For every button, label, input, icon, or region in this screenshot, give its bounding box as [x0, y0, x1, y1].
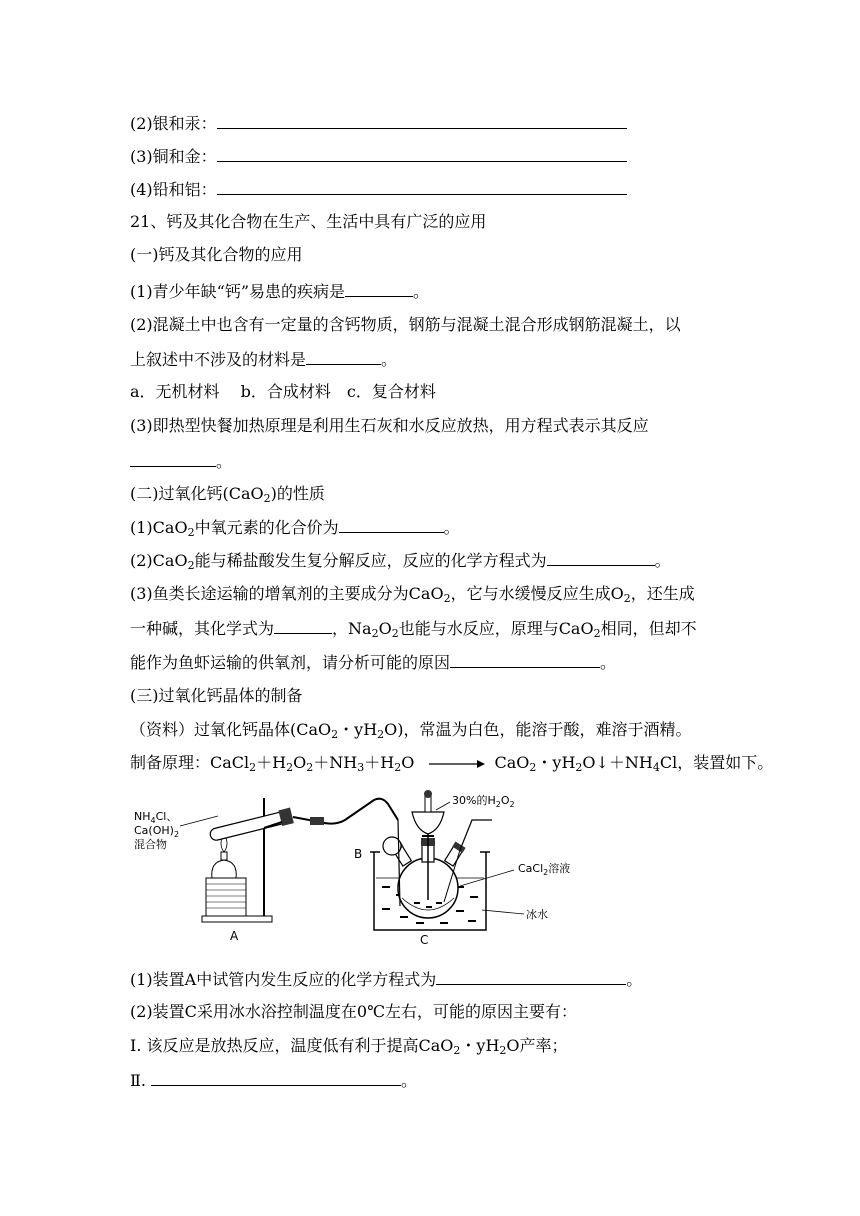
answer-blank[interactable] — [217, 112, 627, 129]
answer-line-copper-gold: (3)铜和金： — [130, 145, 627, 168]
section-1-q2-line1: (2)混凝土中也含有一定量的含钙物质，钢筋与混凝土混合形成钢筋混凝土，以 — [130, 315, 681, 334]
reagent-label: $Ca(OH)_2$ — [134, 824, 180, 839]
answer-line-silver-mercury: (2)银和汞： — [130, 112, 627, 135]
answer-blank[interactable] — [306, 348, 381, 365]
answer-blank[interactable] — [274, 617, 332, 634]
section-2-q2: (2)CaO$_2$能与稀盐酸发生复分解反应，反应的化学方程式为 。 — [130, 551, 671, 572]
info-line: （资料）过氧化钙晶体(CaO$_2$・$yH_2O$)，常温为白色，能溶于酸，难溶于酒精。 — [130, 720, 692, 741]
answer-blank[interactable] — [217, 145, 627, 162]
label-b: B — [354, 847, 363, 861]
answer-blank[interactable] — [339, 516, 444, 533]
apparatus-a — [134, 798, 398, 943]
section-1-q1: (1)青少年缺“钙”易患的疾病是 。 — [130, 282, 430, 301]
ice-water-label: 冰水 — [526, 908, 548, 921]
section-2-q3-line3: 能作为鱼虾运输的供氧剂，请分析可能的原因 。 — [130, 653, 617, 672]
answer-blank[interactable] — [547, 549, 655, 566]
section-1-q3-line1: (3)即热型快餐加热原理是利用生石灰和水反应放热，用方程式表示其反应 — [130, 416, 649, 435]
section-3-heading: (三)过氧化钙晶体的制备 — [130, 686, 303, 705]
answer-blank[interactable] — [345, 280, 413, 297]
answer-blank[interactable] — [436, 968, 626, 985]
apparatus-diagram — [130, 790, 590, 950]
question-21-title: 21、钙及其化合物在生产、生活中具有广泛的应用 — [130, 212, 487, 231]
preparation-equation: 制备原理：$CaCl_2+H_2O_2+NH_3+H_2O$ CaO$_2$・$yH_2O↓+NH_4Cl$，装置如下。 — [130, 753, 774, 774]
section-2-q3-line2: 一种碱，其化学式为 ，$Na_2O_2$也能与水反应，原理与CaO$_2$相同，但却不 — [130, 619, 697, 640]
figure-q2-reason-2: Ⅱ. 。 — [130, 1071, 418, 1090]
answer-blank[interactable] — [217, 178, 627, 195]
reagent-label: $NH_4Cl$、 — [134, 810, 178, 825]
section-1-q3-line2: 。 — [130, 450, 232, 473]
section-1-q2-options: a．无机材料 b．合成材料 c．复合材料 — [130, 382, 436, 401]
label-a: A — [230, 929, 239, 943]
reaction-arrow-icon — [429, 758, 485, 770]
answer-blank[interactable] — [130, 450, 216, 467]
figure-q2: (2)装置C采用冰水浴控制温度在0℃左右，可能的原因主要有： — [130, 1002, 577, 1021]
answer-blank[interactable] — [450, 651, 600, 668]
answer-blank[interactable] — [151, 1069, 401, 1086]
reagent-label: 混合物 — [134, 838, 167, 851]
section-2-q1: (1)CaO$_2$中氧元素的化合价为 。 — [130, 518, 460, 539]
h2o2-label: 30%的$H_2O_2$ — [452, 794, 515, 809]
answer-line-lead-aluminum: (4)铅和铝： — [130, 178, 627, 201]
apparatus-c — [354, 790, 570, 947]
cacl2-label: CaCl$_2$溶液 — [518, 862, 571, 877]
section-1-heading: (一)钙及其化合物的应用 — [130, 245, 303, 264]
label-c: C — [420, 933, 429, 947]
section-1-q2-line2: 上叙述中不涉及的材料是 。 — [130, 350, 398, 369]
figure-q2-reason-1: Ⅰ. 该反应是放热反应，温度低有利于提高CaO$_2$・$yH_2O$产率； — [130, 1036, 568, 1057]
section-2-q3-line1: (3)鱼类长途运输的增氧剂的主要成分为CaO$_2$，它与水缓慢反应生成$O_2$，还生成 — [130, 584, 695, 605]
section-2-heading: (二)过氧化钙(CaO$_2$)的性质 — [130, 484, 325, 505]
figure-q1: (1)装置A中试管内发生反应的化学方程式为 。 — [130, 970, 643, 989]
